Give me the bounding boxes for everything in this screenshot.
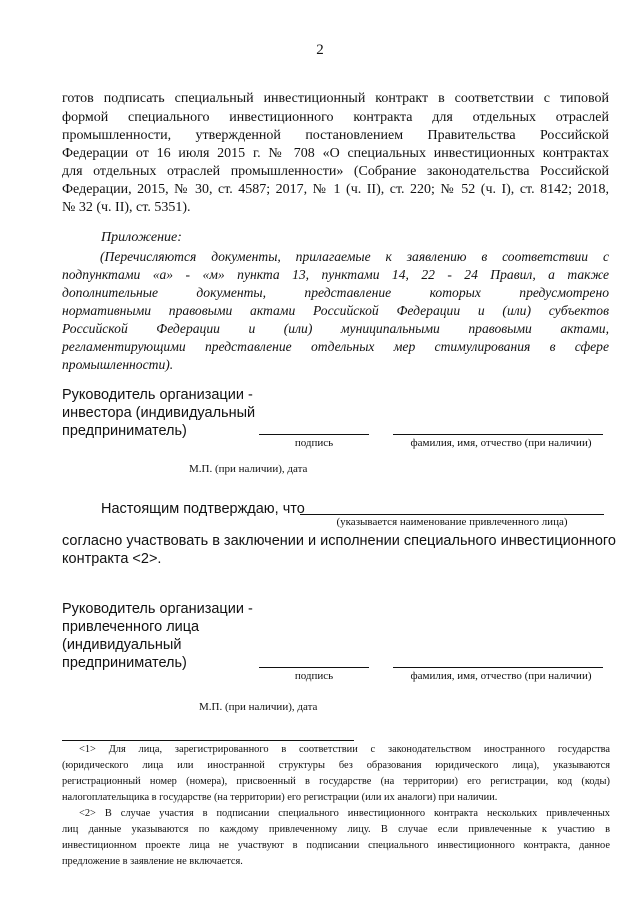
footnote-line: налогоплательщика в государстве (на территории) его регистрации (или их аналоги) при наличии. — [62, 792, 498, 803]
appendix-line: Российской Федерации и (или) муниципальными правовыми актами, — [62, 321, 609, 336]
fio-line — [393, 667, 603, 668]
paragraph-line: № 32 (ч. II), ст. 5351). — [62, 200, 191, 215]
appendix-line: нормативными правовыми актами Российской Федерации и (или) субъектов — [62, 303, 609, 318]
signer2-line: (индивидуальный — [62, 637, 182, 653]
fio-caption: фамилия, имя, отчество (при наличии) — [410, 670, 592, 682]
signature-line — [259, 667, 369, 668]
footnote-line: предложение в заявление не включается. — [62, 856, 243, 867]
footnote-line: лиц данные указываются по каждому привлеченному лицу. В случае если привлеченные к участию в — [62, 824, 610, 835]
signer2-line: предприниматель) — [62, 655, 187, 671]
attracted-entity-line — [300, 514, 604, 515]
signer1-line: Руководитель организации - — [62, 387, 253, 403]
signature-line — [259, 434, 369, 435]
appendix-line: дополнительные документы, представление которых предусмотрено — [62, 285, 609, 300]
footnote-line: регистрационный номер (номера), присвоенный в государстве (на территории) его регистрации, код (коды) — [62, 776, 610, 787]
footnote-divider — [62, 740, 354, 741]
consent-line: согласно участвовать в заключении и исполнении специального инвестиционного — [62, 533, 616, 549]
confirm-caption: (указывается наименование привлеченного лица) — [336, 516, 568, 528]
footnote-line: инвестиционном проекте лица не участвуют в подписании специального инвестиционного контракта, данное — [62, 840, 610, 851]
signer1-line: инвестора (индивидуальный — [62, 405, 256, 421]
confirm-text: Настоящим подтверждаю, что — [101, 501, 305, 517]
paragraph-line: промышленности, утвержденной постановлением Правительства Российской — [62, 128, 609, 143]
appendix-title: Приложение: — [101, 230, 182, 245]
paragraph-line: Федерации, 2015, № 30, ст. 4587; 2017, № 1 (ч. II), ст. 220; № 52 (ч. I), ст. 8142; 2018, — [62, 182, 609, 197]
fio-line — [393, 434, 603, 435]
signer2-line: привлеченного лица — [62, 619, 200, 635]
appendix-line: (Перечисляются документы, прилагаемые к заявлению в соответствии с — [100, 249, 609, 264]
paragraph-line: Федерации от 16 июля 2015 г. № 708 «О специальных инвестиционных контрактах — [62, 146, 609, 161]
paragraph-line: готов подписать специальный инвестиционный контракт в соответствии с типовой — [62, 91, 609, 106]
footnote-line: <1> Для лица, зарегистрированного в соответствии с законодательством иностранного государства — [79, 744, 610, 755]
signer2-line: Руководитель организации - — [62, 601, 253, 617]
signature-caption: подпись — [294, 670, 334, 682]
appendix-line: регламентирующими представление отдельных мер стимулирования в сфере — [62, 339, 609, 354]
appendix-line: промышленности). — [62, 357, 174, 372]
paragraph-line: для отдельных отраслей промышленности» (Собрание законодательства Российской — [62, 164, 609, 179]
stamp-caption: М.П. (при наличии), дата — [189, 463, 308, 475]
footnote-line: (юридического лица или иностранной структуры без образования юридического лица), указываются — [62, 760, 610, 771]
stamp-caption: М.П. (при наличии), дата — [199, 701, 318, 713]
signer1-line: предприниматель) — [62, 423, 187, 439]
appendix-line: подпунктами «а» - «м» пункта 13, пунктами 14, 22 - 24 Правил, а также — [62, 267, 609, 282]
paragraph-line: формой специального инвестиционного контракта для отдельных отраслей — [62, 110, 609, 125]
footnote-line: <2> В случае участия в подписании специального инвестиционного контракта нескольких привлеченных — [79, 808, 610, 819]
fio-caption: фамилия, имя, отчество (при наличии) — [410, 437, 592, 449]
consent-line: контракта <2>. — [62, 551, 162, 567]
signature-caption: подпись — [294, 437, 334, 449]
page-number: 2 — [316, 42, 324, 58]
